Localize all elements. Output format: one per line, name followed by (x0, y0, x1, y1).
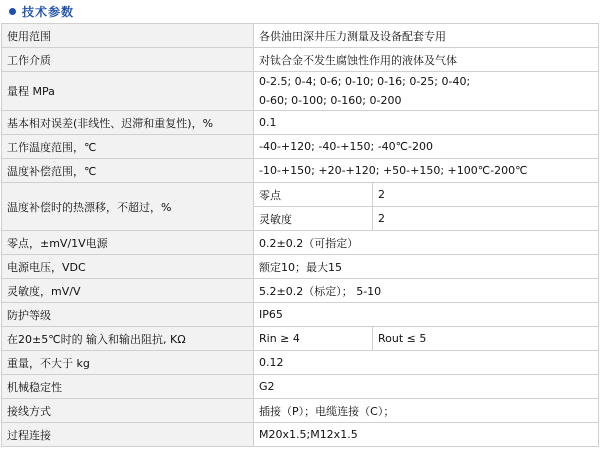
row-label: 机械稳定性 (2, 375, 254, 399)
table-row (2, 303, 599, 327)
sub-label: 灵敏度 (254, 207, 373, 231)
table-row (2, 72, 599, 111)
table-row (2, 135, 599, 159)
row-value: 5.2±0.2（标定）； 5-10 (254, 279, 599, 303)
row-value: 额定10；最大15 (254, 255, 599, 279)
row-label: 在20±5℃时的 输入和输出阻抗, KΩ (2, 327, 254, 351)
row-value: 对钛合金不发生腐蚀性作用的液体及气体 (254, 48, 599, 72)
table-row (2, 24, 599, 48)
table-row (2, 159, 599, 183)
table-row (2, 399, 599, 423)
table-row (2, 48, 599, 72)
row-label: 使用范围 (2, 24, 254, 48)
row-value: 各供油田深井压力测量及设备配套专用 (254, 24, 599, 48)
row-value: Rout ≤ 5 (373, 327, 599, 351)
row-value: 0.1 (254, 111, 599, 135)
row-label: 灵敏度，mV/V (2, 279, 254, 303)
table-row (2, 423, 599, 447)
row-label: 接线方式 (2, 399, 254, 423)
row-value: M20x1.5;M12x1.5 (254, 423, 599, 447)
row-label: 基本相对误差(非线性、迟滞和重复性)，% (2, 111, 254, 135)
section-title: 技术参数 (22, 4, 75, 19)
row-value: 0.2±0.2（可指定） (254, 231, 599, 255)
table-row (2, 375, 599, 399)
sub-value: 2 (373, 207, 599, 231)
table-row (2, 279, 599, 303)
table-row (2, 183, 599, 207)
row-value (254, 72, 599, 111)
row-label: 温度补偿范围，℃ (2, 159, 254, 183)
bullet-icon (9, 8, 16, 15)
spec-table (1, 23, 599, 447)
sub-value: 2 (373, 183, 599, 207)
row-label: 量程 MPa (2, 72, 254, 111)
section-header (0, 0, 600, 22)
table-row (2, 231, 599, 255)
row-value: 0.12 (254, 351, 599, 375)
row-value: -10-+150; +20-+120; +50-+150; +100℃-200℃ (254, 159, 599, 183)
row-label: 重量，不大于 kg (2, 351, 254, 375)
table-row (2, 111, 599, 135)
value-line: 0-60; 0-100; 0-160; 0-200 (259, 94, 402, 107)
row-label: 温度补偿时的热漂移，不超过，% (2, 183, 254, 231)
row-label: 过程连接 (2, 423, 254, 447)
sub-label: 零点 (254, 183, 373, 207)
row-value: G2 (254, 375, 599, 399)
table-row (2, 327, 599, 351)
row-value: IP65 (254, 303, 599, 327)
table-row (2, 351, 599, 375)
row-value: -40-+120; -40-+150; -40℃-200 (254, 135, 599, 159)
row-label: 电源电压，VDC (2, 255, 254, 279)
table-row (2, 255, 599, 279)
row-label: 零点，±mV/1V电源 (2, 231, 254, 255)
row-value: Rin ≥ 4 (254, 327, 373, 351)
row-value: 插接（P）；电缆连接（C）； (254, 399, 599, 423)
value-line: 0-2.5; 0-4; 0-6; 0-10; 0-16; 0-25; 0-40; (259, 75, 471, 88)
row-label: 防护等级 (2, 303, 254, 327)
row-label: 工作介质 (2, 48, 254, 72)
row-label: 工作温度范围，℃ (2, 135, 254, 159)
